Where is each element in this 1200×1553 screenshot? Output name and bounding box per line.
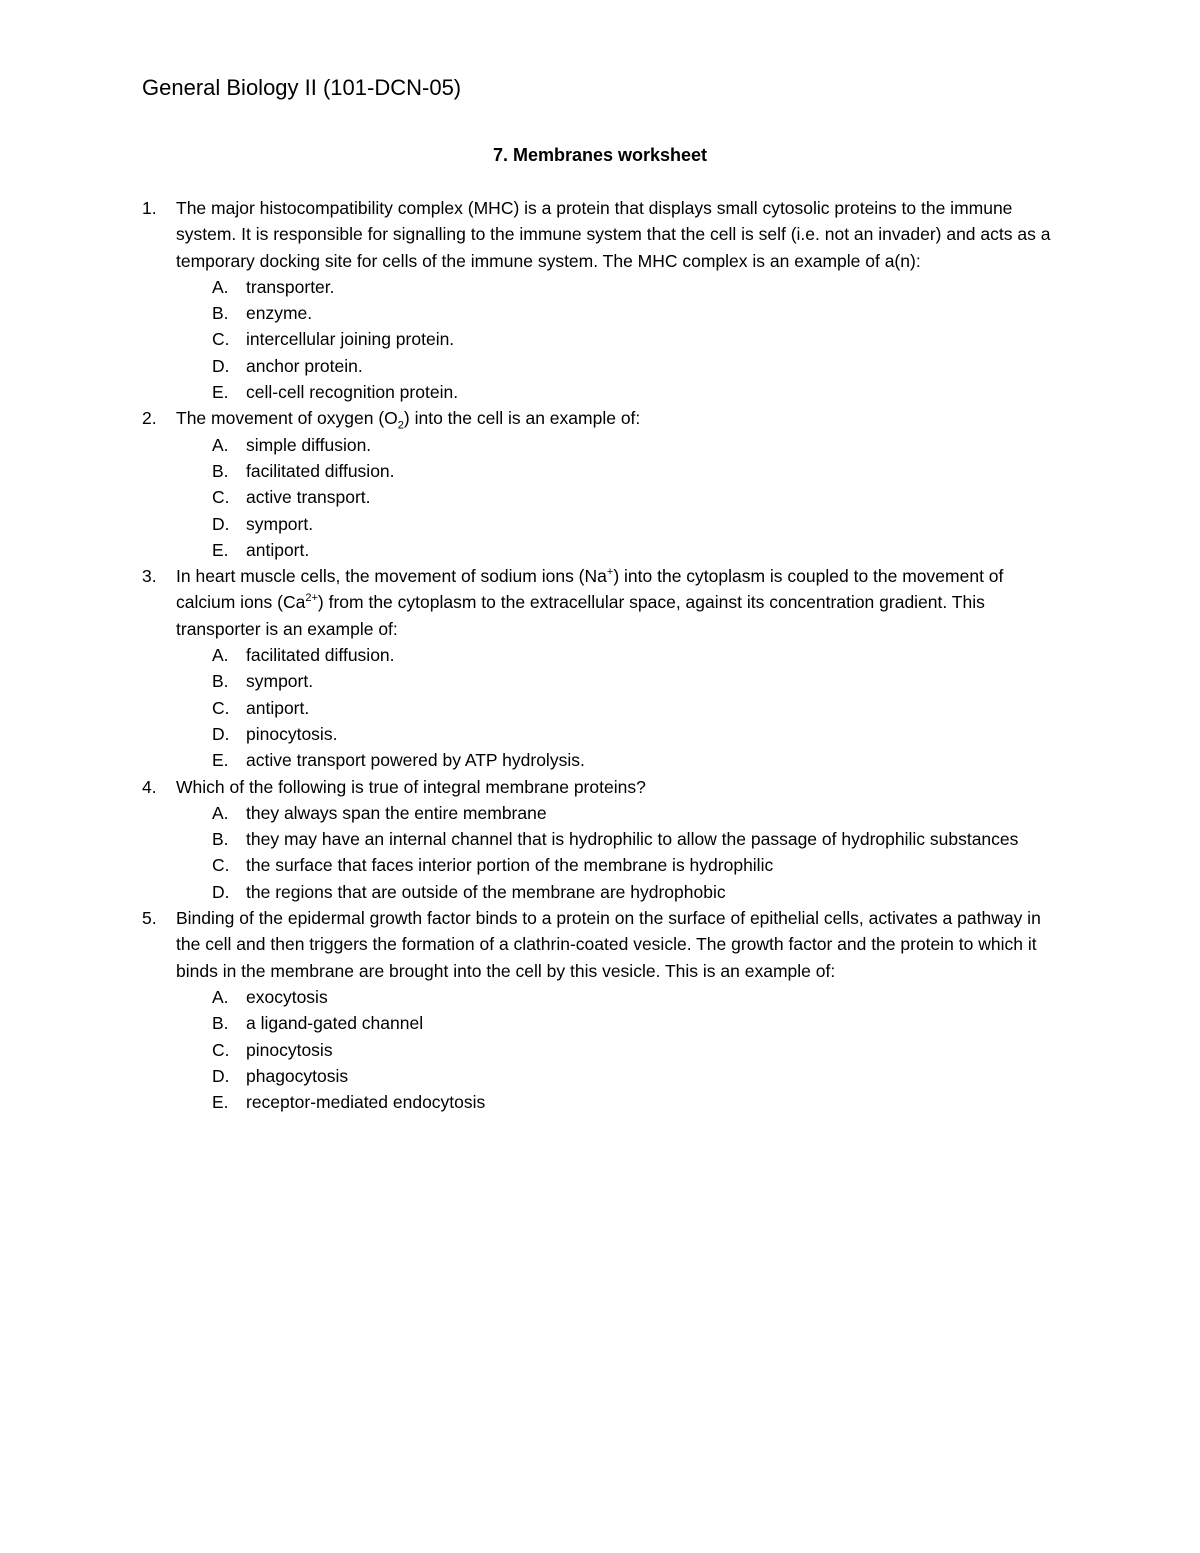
option-text: they may have an internal channel that is hydrophilic to allow the passage of hydrophilic substances bbox=[246, 829, 1019, 850]
option-c bbox=[212, 695, 1062, 721]
question-text-part: ) into the cytoplasm is coupled to the movement of calcium ions (Ca bbox=[176, 566, 1004, 613]
question-text bbox=[176, 405, 1062, 431]
option-c bbox=[212, 326, 1062, 352]
question-5 bbox=[142, 905, 1062, 1115]
question-text-part: The movement of oxygen (O bbox=[176, 408, 398, 429]
option-letter: C. bbox=[212, 697, 230, 718]
option-text: they always span the entire membrane bbox=[246, 802, 547, 823]
option-a bbox=[212, 274, 1062, 300]
option-e bbox=[212, 1089, 1062, 1115]
option-d bbox=[212, 353, 1062, 379]
option-text: pinocytosis. bbox=[246, 723, 338, 744]
question-text-part: ) into the cell is an example of: bbox=[403, 408, 641, 429]
question-list bbox=[142, 195, 1062, 1115]
question-number: 1. bbox=[142, 198, 157, 218]
question-number: 5. bbox=[142, 908, 157, 929]
option-letter: E. bbox=[212, 1092, 229, 1113]
option-letter: A. bbox=[212, 434, 229, 455]
option-letter: A. bbox=[212, 802, 229, 823]
option-letter: D. bbox=[212, 1065, 230, 1086]
option-letter: E. bbox=[212, 750, 229, 771]
superscript: 2+ bbox=[305, 592, 318, 605]
option-text: facilitated diffusion. bbox=[246, 645, 395, 666]
option-b bbox=[212, 300, 1062, 326]
option-e bbox=[212, 537, 1062, 563]
option-text: exocytosis bbox=[246, 986, 328, 1007]
option-a bbox=[212, 642, 1062, 668]
option-letter: D. bbox=[212, 355, 230, 376]
option-letter: B. bbox=[212, 303, 229, 324]
option-a bbox=[212, 984, 1062, 1010]
option-letter: A. bbox=[212, 276, 229, 297]
option-b bbox=[212, 458, 1062, 484]
option-letter: C. bbox=[212, 855, 230, 876]
option-list bbox=[176, 642, 1062, 773]
question-text-part: ) from the cytoplasm to the extracellular space, against its concentration gradient. This transporter is an example of: bbox=[176, 592, 985, 639]
option-a bbox=[212, 800, 1062, 826]
question-3 bbox=[142, 563, 1062, 773]
option-letter: E. bbox=[212, 382, 229, 403]
question-text: Which of the following is true of integral membrane proteins? bbox=[176, 776, 646, 797]
option-text: pinocytosis bbox=[246, 1039, 333, 1060]
option-text: symport. bbox=[246, 671, 314, 692]
question-1 bbox=[142, 195, 1062, 405]
option-letter: C. bbox=[212, 1039, 230, 1060]
option-d bbox=[212, 721, 1062, 747]
option-list bbox=[176, 800, 1062, 905]
option-text: symport. bbox=[246, 513, 314, 534]
option-b bbox=[212, 1010, 1062, 1036]
option-d bbox=[212, 1063, 1062, 1089]
option-text: transporter. bbox=[246, 276, 335, 297]
option-c bbox=[212, 484, 1062, 510]
option-text: antiport. bbox=[246, 539, 310, 560]
option-letter: D. bbox=[212, 881, 230, 902]
option-list bbox=[176, 432, 1062, 563]
question-4 bbox=[142, 774, 1062, 905]
option-letter: C. bbox=[212, 487, 230, 508]
option-letter: E. bbox=[212, 539, 229, 560]
option-text: active transport. bbox=[246, 487, 371, 508]
subscript: 2 bbox=[397, 419, 404, 432]
option-text: the surface that faces interior portion of the membrane is hydrophilic bbox=[246, 855, 774, 876]
option-text: active transport powered by ATP hydrolysis. bbox=[246, 750, 585, 771]
question-number: 4. bbox=[142, 776, 157, 797]
option-d bbox=[212, 879, 1062, 905]
option-text: simple diffusion. bbox=[246, 434, 372, 455]
option-letter: A. bbox=[212, 986, 229, 1007]
option-letter: A. bbox=[212, 645, 229, 666]
question-text bbox=[176, 563, 1062, 642]
option-text: facilitated diffusion. bbox=[246, 460, 395, 481]
option-d bbox=[212, 511, 1062, 537]
option-a bbox=[212, 432, 1062, 458]
option-b bbox=[212, 826, 1062, 852]
question-number: 3. bbox=[142, 566, 157, 587]
option-text: phagocytosis bbox=[246, 1065, 349, 1086]
option-letter: B. bbox=[212, 460, 229, 481]
option-letter: B. bbox=[212, 1013, 229, 1034]
option-text: cell-cell recognition protein. bbox=[246, 382, 459, 403]
option-text: receptor-mediated endocytosis bbox=[246, 1092, 486, 1113]
option-text: intercellular joining protein. bbox=[246, 329, 455, 350]
option-e bbox=[212, 379, 1062, 405]
option-c bbox=[212, 1037, 1062, 1063]
option-letter: D. bbox=[212, 513, 230, 534]
option-letter: D. bbox=[212, 723, 230, 744]
option-text: enzyme. bbox=[246, 303, 313, 324]
worksheet-title: 7. Membranes worksheet bbox=[492, 145, 708, 165]
option-c bbox=[212, 852, 1062, 878]
option-letter: C. bbox=[212, 329, 230, 350]
option-letter: B. bbox=[212, 829, 229, 850]
question-text: The major histocompatibility complex (MHC) is a protein that displays small cytosolic proteins to the immune system. It is responsible for signalling to the immune system that the cell is self (i.e. not an invader) and acts as a temporary docking site for cells of the immune system. The MHC complex is an example of a(n): bbox=[176, 198, 1051, 271]
option-letter: B. bbox=[212, 671, 229, 692]
question-text: Binding of the epidermal growth factor binds to a protein on the surface of epithelial cells, activates a pathway in the cell and then triggers the formation of a clathrin-coated vesicle. The growth factor and the protein to which it binds in the membrane are brought into the cell by this vesicle. This is an example of: bbox=[176, 908, 1041, 981]
option-text: a ligand-gated channel bbox=[246, 1013, 424, 1034]
course-header: General Biology II (101-DCN-05) bbox=[142, 75, 462, 100]
option-b bbox=[212, 668, 1062, 694]
option-list bbox=[176, 984, 1062, 1115]
option-text: antiport. bbox=[246, 697, 310, 718]
superscript: + bbox=[606, 566, 614, 579]
question-2 bbox=[142, 405, 1062, 563]
option-text: the regions that are outside of the membrane are hydrophobic bbox=[246, 881, 726, 902]
question-number: 2. bbox=[142, 408, 157, 429]
option-e bbox=[212, 747, 1062, 773]
option-text: anchor protein. bbox=[246, 355, 363, 376]
option-list bbox=[176, 274, 1062, 405]
question-text-part: In heart muscle cells, the movement of sodium ions (Na bbox=[176, 566, 607, 587]
